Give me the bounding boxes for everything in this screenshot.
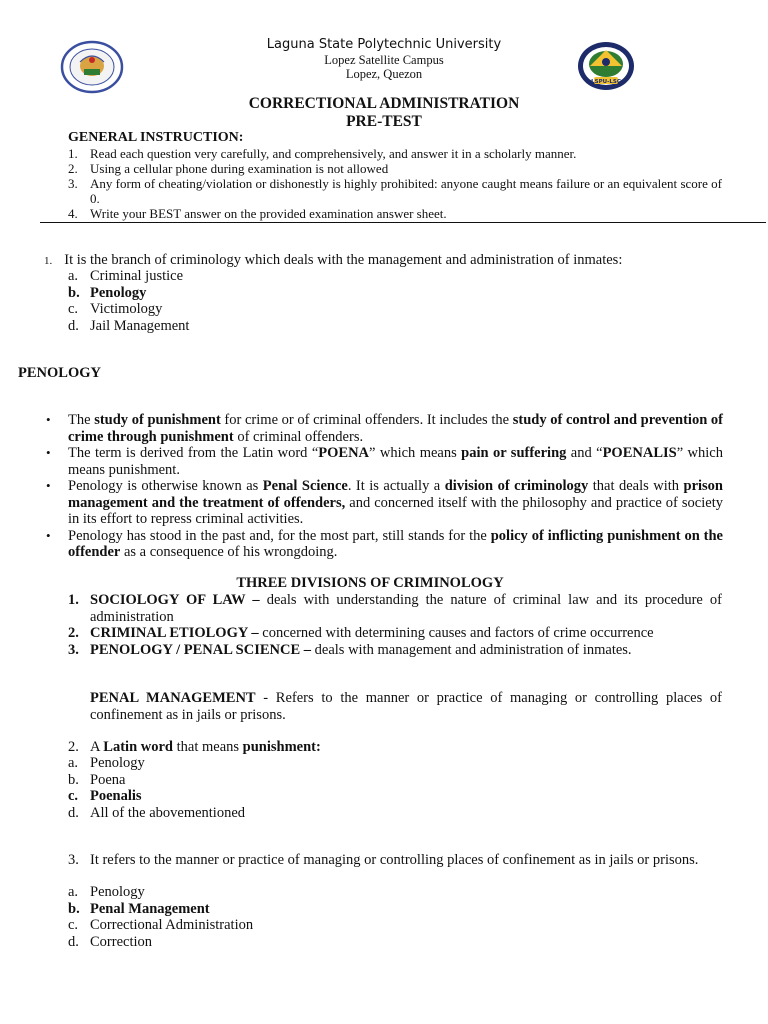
instruction-text: Write your BEST answer on the provided examination answer sheet.	[90, 206, 447, 221]
question-number: 2.	[68, 739, 79, 755]
general-instruction-heading: GENERAL INSTRUCTION:	[68, 130, 244, 145]
option-letter: b.	[68, 284, 80, 301]
bullet-item	[46, 478, 723, 528]
option-letter: c.	[68, 301, 79, 317]
option-text: Poena	[90, 771, 126, 788]
instruction-number: 4.	[68, 206, 78, 221]
bold-term: division of criminology	[444, 478, 589, 494]
option-text: Penology	[90, 884, 145, 900]
bold-term: Latin word	[103, 739, 173, 755]
bold-term: punishment:	[242, 739, 321, 755]
penal-management-definition	[90, 690, 722, 723]
bullet-item	[46, 445, 723, 478]
question-2	[68, 739, 722, 756]
option-letter: a.	[68, 268, 79, 284]
option-text: Poenalis	[90, 788, 142, 804]
question-1-options	[68, 268, 189, 334]
penal-term: PENAL MANAGEMENT	[90, 690, 256, 706]
question-number: 1.	[44, 255, 53, 267]
instruction-text: Using a cellular phone during examination is not allowed	[90, 161, 389, 176]
division-text: deals with understanding the nature of criminal law and its procedure of administration	[90, 592, 722, 625]
document-subtitle: PRE-TEST	[346, 113, 422, 130]
option-letter: b.	[68, 771, 79, 788]
option-letter: a.	[68, 755, 79, 771]
option-letter: b.	[68, 900, 80, 917]
instruction-item	[68, 176, 722, 206]
divisions-heading: THREE DIVISIONS OF CRIMINOLOGY	[236, 575, 504, 591]
option-letter: d.	[68, 317, 79, 334]
question-3-options	[68, 884, 253, 950]
division-number: 3.	[68, 641, 79, 658]
text-run: and “	[566, 445, 603, 461]
text-run: that deals with	[588, 478, 684, 494]
text-run: ” which means punishment.	[68, 445, 723, 478]
option-a	[68, 884, 253, 901]
text-run: that means	[173, 739, 243, 755]
text-run: of criminal offenders.	[233, 428, 364, 445]
instruction-item	[68, 161, 722, 176]
penology-heading: PENOLOGY	[18, 365, 101, 381]
instruction-text: Any form of cheating/violation or dishonestly is highly prohibited: anyone caught means failure or an equivalent score of 0.	[90, 176, 722, 206]
option-d	[68, 805, 245, 822]
option-a	[68, 755, 245, 772]
divisions-list	[68, 592, 722, 658]
option-text: Victimology	[90, 301, 163, 317]
question-text: It refers to the manner or practice of managing or controlling places of confinement as in jails or prisons.	[90, 852, 699, 868]
text-run: for crime or of criminal offenders. It includes the	[220, 412, 513, 428]
option-b-answer	[68, 901, 253, 918]
bold-term: POENA	[318, 445, 370, 461]
option-text: Penology	[90, 755, 145, 771]
question-3	[68, 852, 722, 869]
text-run: A	[90, 739, 104, 755]
option-letter: d.	[68, 933, 79, 950]
question-text: It is the branch of criminology which deals with the management and administration of inmates:	[64, 252, 623, 268]
document-title: CORRECTIONAL ADMINISTRATION	[248, 95, 520, 112]
question-number: 3.	[68, 852, 79, 868]
instruction-number: 3.	[68, 176, 78, 191]
bold-term: prison management and the treatment of offenders,	[68, 478, 723, 511]
instruction-number: 1.	[68, 146, 78, 161]
instruction-number: 2.	[68, 161, 78, 176]
option-letter: a.	[68, 884, 79, 900]
option-b-answer	[68, 285, 189, 302]
instruction-text: Read each question very carefully, and comprehensively, and answer it in a scholarly manner.	[90, 146, 577, 161]
option-letter: d.	[68, 804, 79, 821]
division-term: SOCIOLOGY OF LAW –	[90, 592, 260, 608]
option-text: All of the abovementioned	[90, 804, 246, 821]
bold-term: pain or suffering	[461, 445, 567, 461]
bold-term: study of punishment	[94, 412, 221, 428]
option-letter: c.	[68, 788, 79, 804]
bullet-item	[46, 528, 723, 561]
header-divider	[40, 222, 766, 223]
penal-text: - Refers to the manner or practice of managing or controlling places of confinement as in jails or prisons.	[90, 690, 722, 723]
text-run: Penology is otherwise known as	[68, 478, 263, 494]
bold-term: Penal Science	[262, 478, 348, 494]
option-text: Penology	[90, 284, 147, 301]
division-item	[68, 642, 722, 659]
text-run: and concerned itself with the philosophy and practice of society in its effort to repress criminal activities.	[68, 494, 723, 527]
bold-term: POENALIS	[602, 445, 677, 461]
division-text: deals with management and administration of inmates.	[311, 641, 632, 658]
option-a	[68, 268, 189, 285]
text-run: as a consequence of his wrongdoing.	[120, 544, 338, 560]
option-letter: c.	[68, 917, 79, 933]
campus-location: Lopez, Quezon	[345, 67, 423, 81]
question-1	[44, 252, 734, 270]
option-text: Penal Management	[90, 900, 210, 917]
option-text: Correctional Administration	[90, 917, 254, 933]
penology-bullet-list	[46, 412, 723, 561]
option-text: Jail Management	[90, 317, 190, 334]
division-term: PENOLOGY / PENAL SCIENCE –	[90, 641, 312, 658]
option-text: Criminal justice	[90, 268, 184, 284]
option-text: Correction	[90, 933, 153, 950]
option-c	[68, 917, 253, 934]
general-instruction-list	[68, 146, 722, 221]
option-b	[68, 772, 245, 789]
text-run: ” which means	[369, 445, 462, 461]
division-number: 1.	[68, 592, 79, 608]
bold-term: study of control and prevention of crime through punishment	[68, 412, 723, 445]
text-run: The	[68, 412, 95, 428]
division-number: 2.	[68, 625, 79, 641]
option-c	[68, 301, 189, 318]
division-term: CRIMINAL ETIOLOGY –	[90, 625, 259, 641]
question-2-options	[68, 755, 245, 821]
option-c-answer	[68, 788, 245, 805]
bold-term: policy of inflicting punishment on the offender	[68, 527, 723, 560]
university-name: Laguna State Polytechnic University	[266, 37, 502, 52]
option-d	[68, 934, 253, 951]
instruction-item	[68, 206, 722, 221]
instruction-item	[68, 146, 722, 161]
division-text: concerned with determining causes and factors of crime occurrence	[258, 625, 654, 641]
division-item	[68, 592, 722, 625]
campus-name: Lopez Satellite Campus	[324, 53, 444, 67]
text-run: . It is actually a	[347, 478, 445, 494]
text-run: The term is derived from the Latin word “	[68, 445, 319, 461]
text-run: Penology has stood in the past and, for the most part, still stands for the	[68, 527, 491, 544]
svg-text:LSPU-LSC: LSPU-LSC	[591, 79, 621, 85]
division-item	[68, 625, 722, 642]
bullet-item	[46, 412, 723, 445]
option-d	[68, 318, 189, 335]
